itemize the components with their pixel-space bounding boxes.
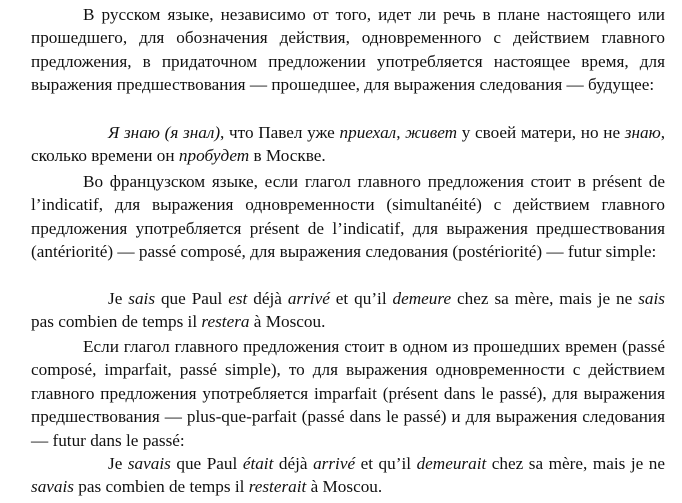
example-text: pas combien de temps il [31,312,202,332]
example-italic: arrivé [313,454,356,473]
example-text: et qu’il [329,289,393,308]
example-italic: знаю [624,123,661,142]
example-text: chez sa mère, mais je ne [451,289,639,308]
example-italic: пробудет [178,146,250,166]
example-italic: demeurait [416,454,487,473]
example-text: pas combien de temps il [73,477,249,497]
paragraph-russian-rule: В русском языке, независимо от того, идет ли речь в плане настоящего или прошедшего, для обозначения действия, одновременного с действием главного предложения, в придаточном предложении употребляется настоящее время, для выражения предшествования — прошедшее, для выражения следования — будущее: [31,5,665,95]
paragraph-french-past-rule: Если глагол главного предложения стоит в одном из прошедших времен (passé composé, imparfait, passé simple), то для выражения одновременности с действием главного предложения употребляется imparfait (présent dans le passé), для выражения предшествования — plus-que-parfait (passé dans le passé) и для выражения следования — futur dans le passé: [31,337,665,450]
example-italic: Я знаю (я знал) [108,123,221,142]
example-text: у своей матери, но не [457,123,625,142]
example-italic: était [242,454,274,473]
example-italic: приехал [339,123,397,142]
example-italic: savais [127,454,171,473]
example-italic: restera [201,312,250,332]
example-text: , что Павел уже [220,123,340,142]
example-text: Je [108,454,128,473]
example-text: Je [108,289,129,308]
example-text: que Paul [170,454,243,473]
example-text: в Москве. [249,146,326,166]
example-text: chez sa mère, mais je ne [486,454,665,473]
example-italic: sais [638,289,665,308]
example-french-present [31,287,665,334]
example-text: déjà [273,454,314,473]
paragraph-french-present-rule: Во французском языке, если глагол главного предложения стоит в présent de l’indicatif, для выражения одновременности (simultanéité) с действием главного предложения употребляется présent de l’indicatif, для выражения предшествования (antériorité) — passé composé, для выражения следования (postériorité) — futur simple: [31,172,665,262]
example-text: et qu’il [355,454,417,473]
example-text: à Moscou. [306,477,383,497]
example-text: à Moscou. [249,312,326,332]
example-text: , сколько времени он [31,123,666,166]
example-italic: resterait [248,477,307,497]
example-italic: savais [31,477,74,497]
example-italic: sais [128,289,156,308]
example-text: que Paul [155,289,229,308]
example-text: , [396,123,406,142]
example-french-past [31,452,665,499]
example-italic: arrivé [287,289,330,308]
example-russian [31,121,665,168]
example-text: déjà [247,289,288,308]
example-italic: demeure [392,289,452,308]
example-italic: живет [405,123,458,142]
example-italic: est [228,289,248,308]
